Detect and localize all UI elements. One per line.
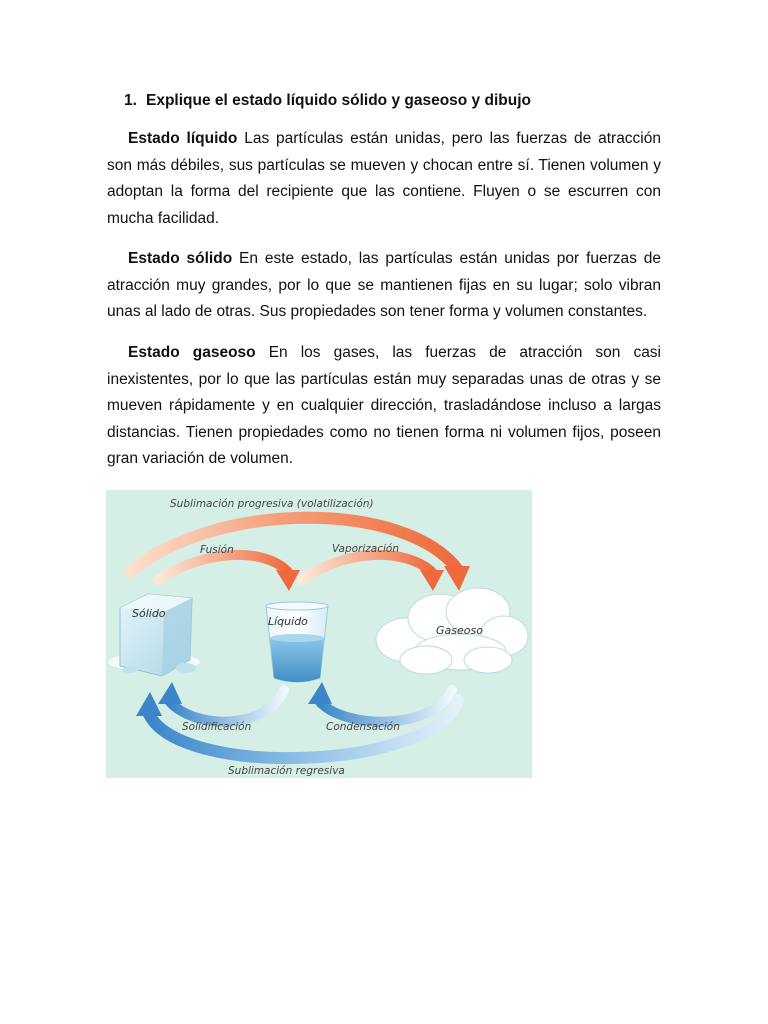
label-liquid: Líquido <box>268 615 308 628</box>
label-sublimation-regressive: Sublimación regresiva <box>228 765 345 777</box>
term-solid-state: Estado sólido <box>128 250 233 267</box>
label-condensation: Condensación <box>326 721 400 733</box>
diagram-svg <box>106 490 532 778</box>
states-of-matter-diagram <box>106 490 532 778</box>
question-heading <box>124 90 684 112</box>
paragraph-liquid-state <box>107 126 661 232</box>
solidification-arrow <box>158 682 284 722</box>
solid-state-description: En este estado, las partículas están unidas por fuerzas de atracción muy grandes, por lo que se mantienen fijas en su lugar; solo vibran unas al lado de otras. Sus propiedades son tener forma y volumen constantes. <box>107 250 661 321</box>
label-solid: Sólido <box>132 607 166 620</box>
term-gas-state: Estado gaseoso <box>128 344 256 361</box>
label-gas: Gaseoso <box>436 624 483 637</box>
label-sublimation-progressive: Sublimación progresiva (volatilización) <box>170 498 374 510</box>
question-text: Explique el estado líquido sólido y gaseoso y dibujo <box>146 92 531 109</box>
condensation-arrow <box>308 682 452 722</box>
paragraph-gas-state <box>107 340 661 473</box>
liquid-state-description: Las partículas están unidas, pero las fuerzas de atracción son más débiles, sus partículas se mueven y chocan entre sí. Tienen volumen y adoptan la forma del recipiente que las contiene. Fluyen o se escurren con mucha facilidad. <box>107 130 661 227</box>
gas-state-description: En los gases, las fuerzas de atracción son casi inexistentes, por lo que las partículas están muy separadas unas de otras y se mueven rápidamente y en cualquier dirección, trasladándose incluso a largas distancias. Tienen propiedades como no tienen forma ni volumen fijos, poseen gran variación de volumen. <box>107 344 662 468</box>
term-liquid-state: Estado líquido <box>128 130 238 147</box>
question-number: 1. <box>124 92 137 109</box>
label-fusion: Fusión <box>200 544 234 556</box>
fusion-arrow <box>158 555 300 591</box>
paragraph-solid-state <box>107 246 661 326</box>
label-vaporization: Vaporización <box>332 543 399 555</box>
water-glass-illustration <box>266 602 328 682</box>
label-solidification: Solidificación <box>182 721 252 733</box>
vaporization-arrow <box>302 555 444 591</box>
